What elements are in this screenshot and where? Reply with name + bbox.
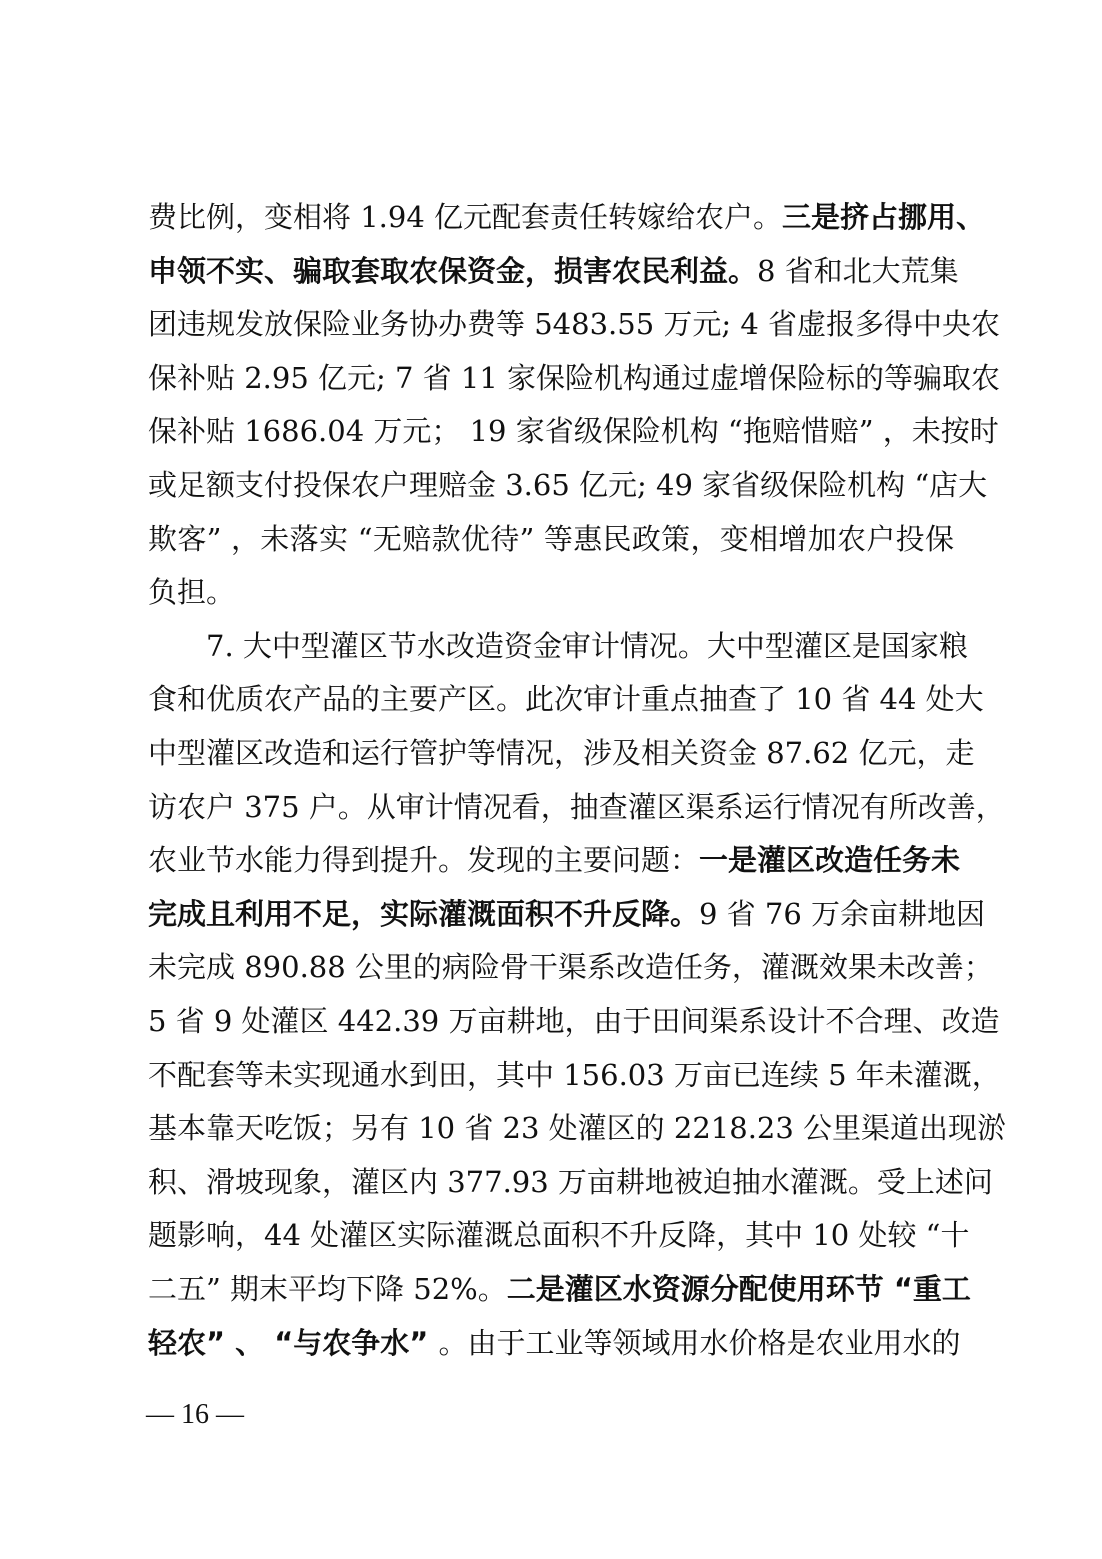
section-heading: 7. 大中型灌区节水改造资金审计情况。 xyxy=(206,628,707,663)
text-run: 访农户 375 户。从审计情况看，抽查灌区渠系运行情况有所改善， xyxy=(148,789,1005,824)
text-run: 9 省 76 万余亩耕地因 xyxy=(699,896,986,931)
text-line xyxy=(148,411,999,451)
bold-text: 三是挤占挪用、 xyxy=(782,200,986,234)
text-run: 保补贴 2.95 亿元; 7 省 11 家保险机构通过虚增保险标的等骗取农 xyxy=(148,360,1001,395)
text-line xyxy=(148,251,959,291)
bold-text: 二是灌区水资源分配使用环节 “重工 xyxy=(506,1272,971,1306)
text-line xyxy=(148,679,984,719)
text-line xyxy=(148,1162,993,1202)
text-run: 积、滑坡现象，灌区内 377.93 万亩耕地被迫抽水灌溉。受上述问 xyxy=(148,1164,993,1199)
text-run: 食和优质农产品的主要产区。此次审计重点抽查了 10 省 44 处大 xyxy=(148,682,984,717)
text-line xyxy=(148,304,1001,344)
text-run: 。由于工业等领域用水价格是农业用水的 xyxy=(438,1325,961,1360)
text-run: 欺客” ，未落实 “无赔款优待” 等惠民政策，变相增加农户投保 xyxy=(148,521,954,556)
text-run: 农业节水能力得到提升。发现的主要问题： xyxy=(148,843,700,878)
text-run: 未完成 890.88 公里的病险骨干渠系改造任务，灌溉效果未改善； xyxy=(148,950,993,985)
text-line xyxy=(148,1055,1001,1095)
text-line xyxy=(148,465,988,505)
text-line xyxy=(148,519,954,559)
text-line xyxy=(148,733,975,773)
text-line xyxy=(148,840,961,880)
text-line xyxy=(148,1215,970,1255)
text-line xyxy=(148,947,993,987)
text-run: 基本靠天吃饭；另有 10 省 23 处灌区的 2218.23 公里渠道出现淤 xyxy=(148,1111,1007,1146)
text-run: 题影响，44 处灌区实际灌溉总面积不升反降，其中 10 处较 “十 xyxy=(148,1218,970,1253)
text-run: 保补贴 1686.04 万元； 19 家省级保险机构 “拖赔惜赔” ，未按时 xyxy=(148,414,999,449)
text-run: 负担。 xyxy=(148,575,236,610)
text-run: 二五” 期末平均下降 52%。 xyxy=(148,1272,507,1306)
bold-text: 轻农” 、 “与农争水” xyxy=(148,1325,439,1360)
text-line xyxy=(148,197,986,237)
text-run: 8 省和北大荒集 xyxy=(757,253,959,288)
text-line xyxy=(148,572,954,612)
text-run: 5 省 9 处灌区 442.39 万亩耕地，由于田间渠系设计不合理、改造 xyxy=(148,1004,1000,1038)
bold-text: 申领不实、骗取套取农保资金，损害农民利益。 xyxy=(148,253,758,288)
text-run: 或足额支付投保农户理赔金 3.65 亿元; 49 家省级保险机构 “店大 xyxy=(148,468,988,502)
text-run: 中型灌区改造和运行管护等情况，涉及相关资金 87.62 亿元，走 xyxy=(148,736,975,770)
bold-text: 完成且利用不足，实际灌溉面积不升反降。 xyxy=(148,896,700,931)
text-line xyxy=(206,626,968,666)
text-line xyxy=(148,1108,1007,1148)
bold-text: 一是灌区改造任务未 xyxy=(699,843,961,878)
text-line xyxy=(148,358,1001,398)
text-line xyxy=(148,894,986,934)
text-run: 团违规发放保险业务协办费等 5483.55 万元; 4 省虚报多得中央农 xyxy=(148,307,1001,342)
text-line xyxy=(148,1001,1000,1041)
text-run: 费比例，变相将 1.94 亿元配套责任转嫁给农户。 xyxy=(148,200,783,234)
text-line xyxy=(148,787,1005,827)
text-line xyxy=(148,1323,961,1363)
text-run: 不配套等未实现通水到田，其中 156.03 万亩已连续 5 年未灌溉， xyxy=(148,1057,1001,1092)
page-number: — 16 — xyxy=(146,1399,244,1430)
text-run: 大中型灌区是国家粮 xyxy=(706,628,968,663)
text-line xyxy=(148,1269,971,1309)
